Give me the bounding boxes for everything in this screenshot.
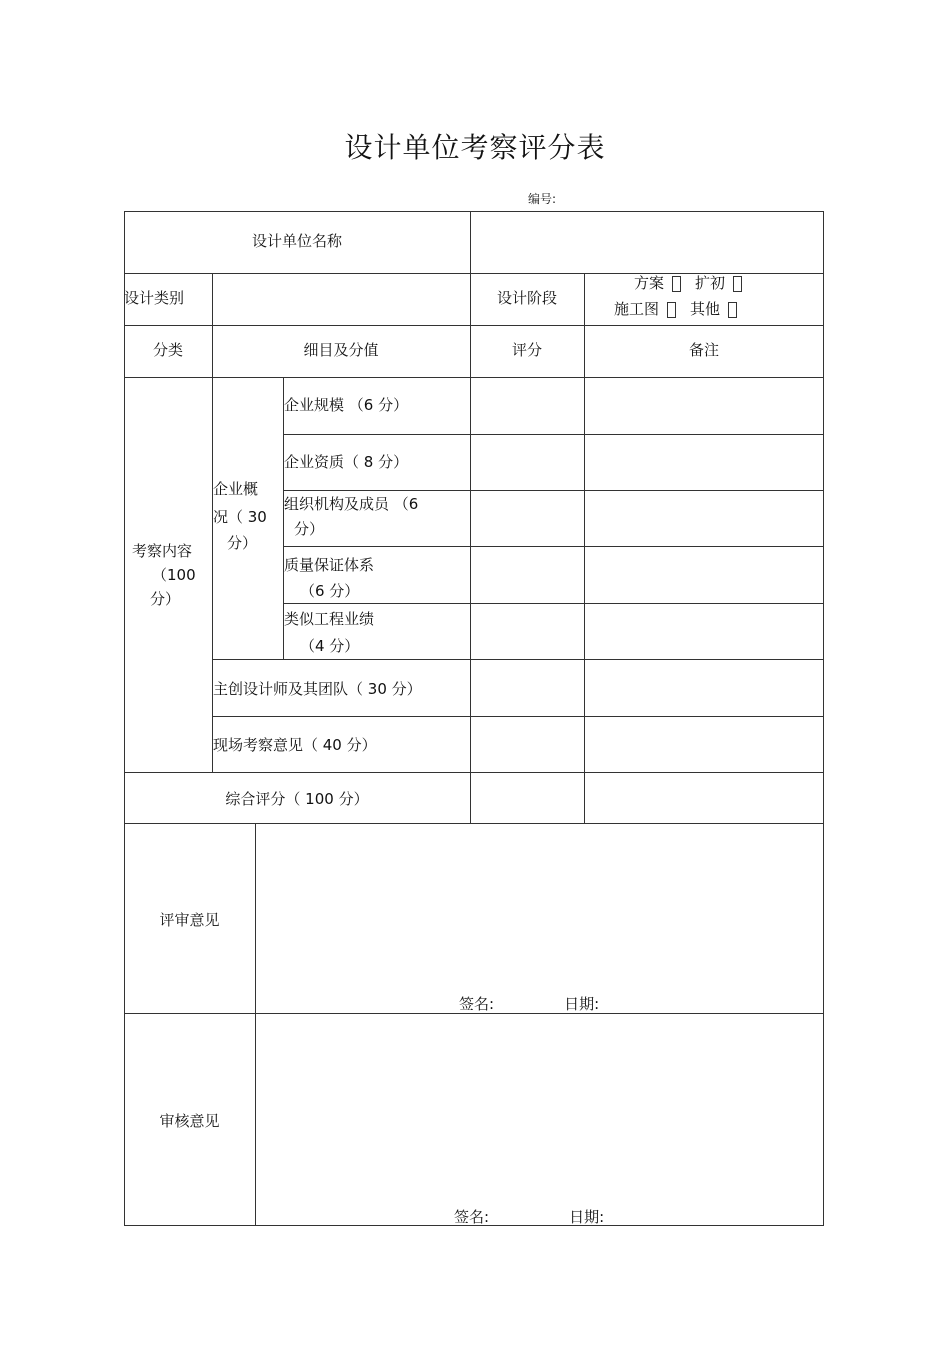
audit-date-label: 日期: <box>569 1208 605 1226</box>
header-score: 评分 <box>511 341 542 359</box>
review-date-label: 日期: <box>564 995 600 1013</box>
subgroup-label-line1: 企业概 <box>213 480 259 498</box>
item-quality-line2: （6 分） <box>300 582 360 600</box>
item-team: 主创设计师及其团队（ 30 分） <box>213 680 422 698</box>
design-category-label: 设计类别 <box>124 289 185 307</box>
item-qualification: 企业资质（ 8 分） <box>284 453 409 471</box>
audit-opinion-label: 审核意见 <box>159 1112 220 1130</box>
item-similar-line1: 类似工程业绩 <box>284 610 375 628</box>
stage-option-preliminary: 扩初 <box>695 274 726 292</box>
stage-options-row-1 <box>634 270 756 296</box>
audit-opinion-field[interactable] <box>256 1014 823 1194</box>
stage-option-construction: 施工图 <box>614 300 660 318</box>
stage-option-scheme: 方案 <box>634 274 665 292</box>
stage-options-row-2 <box>614 296 751 322</box>
checkbox-other[interactable] <box>728 302 737 318</box>
item-scale: 企业规模 （6 分） <box>284 396 409 414</box>
total-score-label: 综合评分（ 100 分） <box>225 790 369 808</box>
serial-number-label: 编号: <box>528 192 557 206</box>
group-label-line3: 分） <box>150 590 181 608</box>
design-stage-label: 设计阶段 <box>496 289 557 307</box>
company-name-label: 设计单位名称 <box>251 232 342 250</box>
company-name-field[interactable] <box>471 212 823 273</box>
item-similar-line2: （4 分） <box>300 637 360 655</box>
review-opinion-field[interactable] <box>256 824 823 984</box>
checkbox-construction[interactable] <box>667 302 676 318</box>
item-organization-line1: 组织机构及成员 （6 <box>284 495 419 513</box>
audit-sign-label: 签名: <box>454 1208 490 1226</box>
group-label-line1: 考察内容 <box>132 542 193 560</box>
stage-option-other: 其他 <box>690 300 721 318</box>
item-organization-line2: 分） <box>294 520 325 538</box>
page-title: 设计单位考察评分表 <box>344 131 606 164</box>
header-remark: 备注 <box>688 341 719 359</box>
item-site: 现场考察意见（ 40 分） <box>213 736 377 754</box>
checkbox-preliminary[interactable] <box>733 276 742 292</box>
design-category-field[interactable] <box>213 274 470 325</box>
review-opinion-label: 评审意见 <box>159 911 220 929</box>
subgroup-label-line2: 况（ 30 <box>213 508 267 526</box>
subgroup-label-line3: 分） <box>227 534 258 552</box>
header-category: 分类 <box>152 341 183 359</box>
item-quality-line1: 质量保证体系 <box>284 556 375 574</box>
header-detail: 细目及分值 <box>303 341 379 359</box>
review-sign-label: 签名: <box>459 995 495 1013</box>
audit-sign-date <box>454 1204 604 1230</box>
group-label-line2: （100 <box>152 566 196 584</box>
checkbox-scheme[interactable] <box>672 276 681 292</box>
